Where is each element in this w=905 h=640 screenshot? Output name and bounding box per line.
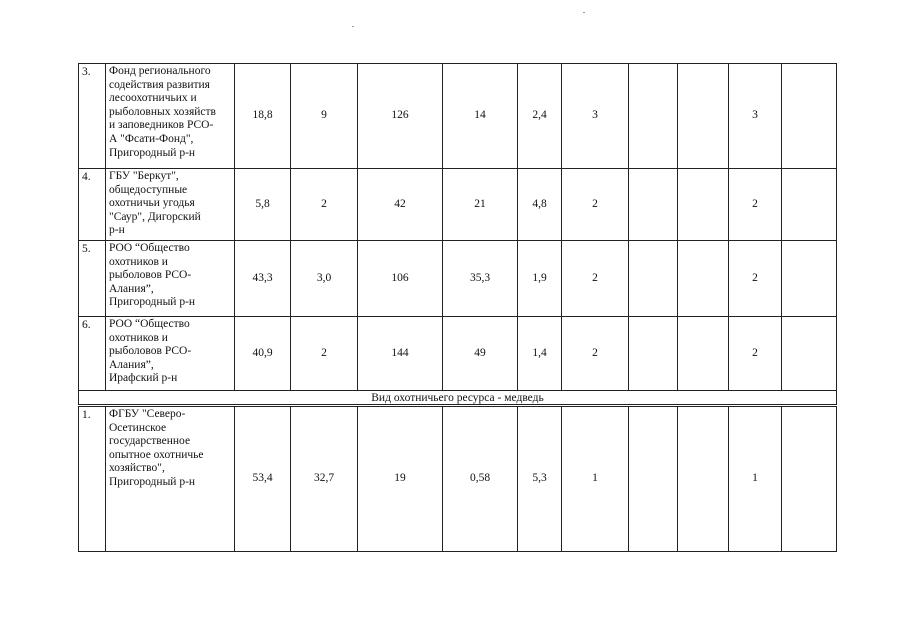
section-header-row bbox=[79, 391, 837, 406]
scan-speck bbox=[583, 12, 585, 13]
cell-value bbox=[782, 169, 837, 241]
cell-value bbox=[782, 406, 837, 552]
cell-value bbox=[678, 169, 729, 241]
cell-value: 32,7 bbox=[291, 406, 358, 552]
organization-name: РОО “Общество охотников и рыболовов РСО- Алания”, Пригородный р-н bbox=[106, 241, 235, 317]
cell-value: 126 bbox=[358, 64, 443, 169]
cell-value: 0,58 bbox=[443, 406, 518, 552]
table-row bbox=[79, 169, 837, 241]
cell-value: 1,9 bbox=[518, 241, 562, 317]
cell-value: 2 bbox=[729, 169, 782, 241]
cell-value: 14 bbox=[443, 64, 518, 169]
cell-value: 106 bbox=[358, 241, 443, 317]
row-number: 4. bbox=[79, 169, 106, 241]
cell-value: 2 bbox=[291, 317, 358, 391]
cell-value: 3 bbox=[562, 64, 629, 169]
cell-value: 3 bbox=[729, 64, 782, 169]
table-row bbox=[79, 317, 837, 391]
cell-value: 42 bbox=[358, 169, 443, 241]
row-number: 6. bbox=[79, 317, 106, 391]
cell-value: 9 bbox=[291, 64, 358, 169]
cell-value: 43,3 bbox=[235, 241, 291, 317]
table-row bbox=[79, 64, 837, 169]
cell-value: 2,4 bbox=[518, 64, 562, 169]
cell-value: 2 bbox=[729, 317, 782, 391]
cell-value bbox=[782, 317, 837, 391]
cell-value: 2 bbox=[562, 169, 629, 241]
cell-value: 1,4 bbox=[518, 317, 562, 391]
organization-name: ГБУ "Беркут", общедоступные охотничьи угодья "Саур", Дигорский р-н bbox=[106, 169, 235, 241]
cell-value: 2 bbox=[562, 317, 629, 391]
cell-value: 18,8 bbox=[235, 64, 291, 169]
cell-value bbox=[678, 406, 729, 552]
cell-value bbox=[629, 241, 678, 317]
table-row bbox=[79, 241, 837, 317]
cell-value: 144 bbox=[358, 317, 443, 391]
organization-name: Фонд регионального содействия развития лесоохотничьих и рыболовных хозяйств и заповедников РСО- А "Фсати-Фонд", Пригородный р-н bbox=[106, 64, 235, 169]
cell-value: 4,8 bbox=[518, 169, 562, 241]
hunting-resources-table bbox=[78, 63, 837, 552]
cell-value: 19 bbox=[358, 406, 443, 552]
row-number: 1. bbox=[79, 406, 106, 552]
scan-speck bbox=[352, 26, 354, 27]
cell-value bbox=[678, 64, 729, 169]
cell-value: 5,3 bbox=[518, 406, 562, 552]
cell-value bbox=[629, 169, 678, 241]
cell-value bbox=[629, 406, 678, 552]
cell-value: 49 bbox=[443, 317, 518, 391]
cell-value: 1 bbox=[562, 406, 629, 552]
cell-value bbox=[678, 241, 729, 317]
organization-name: ФГБУ "Северо- Осетинское государственное опытное охотничье хозяйство", Пригородный р-н bbox=[106, 406, 235, 552]
cell-value: 3,0 bbox=[291, 241, 358, 317]
cell-value: 21 bbox=[443, 169, 518, 241]
cell-value bbox=[782, 64, 837, 169]
cell-value: 2 bbox=[729, 241, 782, 317]
cell-value: 1 bbox=[729, 406, 782, 552]
cell-value bbox=[629, 64, 678, 169]
row-number: 5. bbox=[79, 241, 106, 317]
cell-value bbox=[678, 317, 729, 391]
cell-value bbox=[782, 241, 837, 317]
cell-value: 53,4 bbox=[235, 406, 291, 552]
section-title: Вид охотничьего ресурса - медведь bbox=[79, 391, 837, 406]
cell-value: 2 bbox=[562, 241, 629, 317]
table-row bbox=[79, 406, 837, 552]
cell-value: 40,9 bbox=[235, 317, 291, 391]
row-number: 3. bbox=[79, 64, 106, 169]
cell-value: 35,3 bbox=[443, 241, 518, 317]
organization-name: РОО “Общество охотников и рыболовов РСО- Алания”, Ирафский р-н bbox=[106, 317, 235, 391]
cell-value bbox=[629, 317, 678, 391]
cell-value: 5,8 bbox=[235, 169, 291, 241]
cell-value: 2 bbox=[291, 169, 358, 241]
